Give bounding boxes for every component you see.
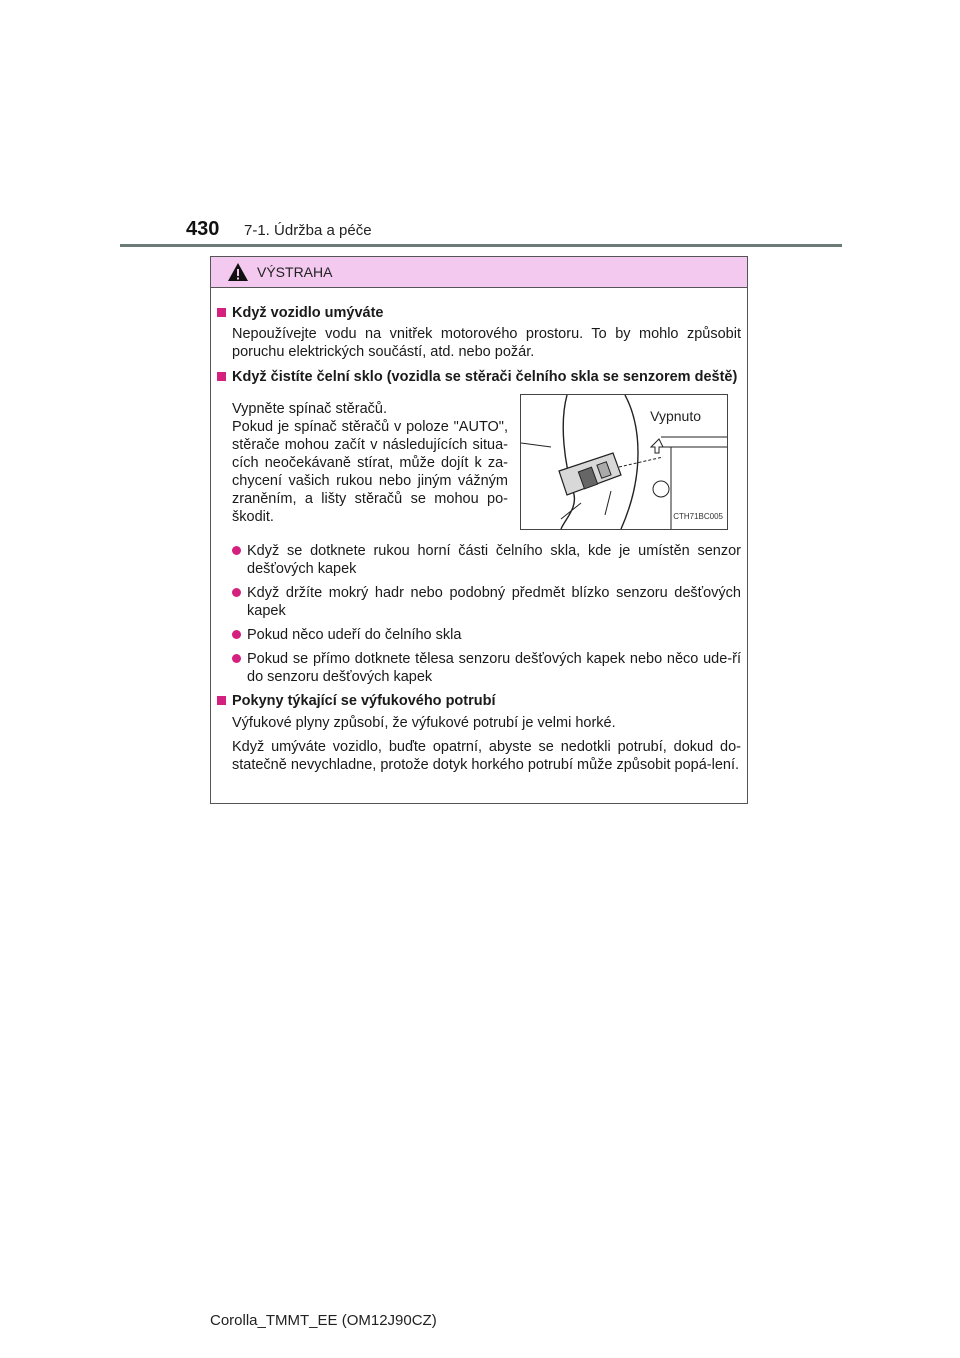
warning-content bbox=[211, 288, 747, 774]
paragraph-exhaust-1: Výfukové plyny způsobí, že výfukové potrubí je velmi horké. bbox=[232, 715, 616, 731]
round-bullet-icon bbox=[232, 654, 241, 663]
figure-code: CTH71BC005 bbox=[673, 512, 723, 521]
section-title: 7-1. Údržba a péče bbox=[244, 222, 372, 239]
list-item: Pokud něco udeří do čelního skla bbox=[232, 626, 741, 644]
list-item: Když držíte mokrý hadr nebo podobný předmět blízko senzoru dešťových kapek bbox=[232, 584, 741, 620]
square-bullet-icon bbox=[217, 308, 226, 317]
heading-washing: Když vozidlo umýváte bbox=[217, 304, 741, 322]
heading-windshield: Když čistíte čelní sklo (vozidla se stěrači čelního skla se senzorem deště) bbox=[217, 368, 741, 386]
figure-label-off: Vypnuto bbox=[650, 408, 701, 424]
wiper-switch-figure bbox=[520, 394, 728, 530]
round-bullet-icon bbox=[232, 630, 241, 639]
warning-header bbox=[211, 257, 747, 288]
list-item: Pokud se přímo dotknete tělesa senzoru dešťových kapek nebo něco ude-ří do senzoru dešťových kapek bbox=[232, 650, 741, 686]
page-number: 430 bbox=[186, 218, 220, 240]
warning-title: VÝSTRAHA bbox=[257, 264, 333, 280]
footer-model-code: Corolla_TMMT_EE (OM12J90CZ) bbox=[210, 1312, 437, 1329]
heading-exhaust: Pokyny týkající se výfukového potrubí bbox=[217, 692, 741, 710]
warning-box bbox=[210, 256, 748, 804]
round-bullet-icon bbox=[232, 546, 241, 555]
round-bullet-icon bbox=[232, 588, 241, 597]
warning-triangle-icon bbox=[227, 262, 249, 282]
header-rule bbox=[120, 244, 842, 247]
paragraph-exhaust-2: Když umýváte vozidlo, buďte opatrní, abyste se nedotkli potrubí, dokud do-statečně nevychladne, protože dotyk horkého potrubí může způsobit popá-lení. bbox=[232, 739, 741, 773]
square-bullet-icon bbox=[217, 696, 226, 705]
list-item: Když se dotknete rukou horní části čelního skla, kde je umístěn senzor dešťových kapek bbox=[232, 542, 741, 578]
figure-text: Vypněte spínač stěračů. Pokud je spínač stěračů v poloze "AUTO", stěrače mohou začít v následujících situa-cích neočekávaně stírat, může dojít k za-chycení vašich rukou nebo jiným vážným zraněním, a lišty stěračů se mohou po-škodit. bbox=[232, 401, 508, 525]
figure-row bbox=[232, 394, 741, 530]
square-bullet-icon bbox=[217, 372, 226, 381]
paragraph-washing: Nepoužívejte vodu na vnitřek motorového prostoru. To by mohlo způsobit poruchu elektrických součástí, atd. nebo požár. bbox=[232, 326, 741, 360]
